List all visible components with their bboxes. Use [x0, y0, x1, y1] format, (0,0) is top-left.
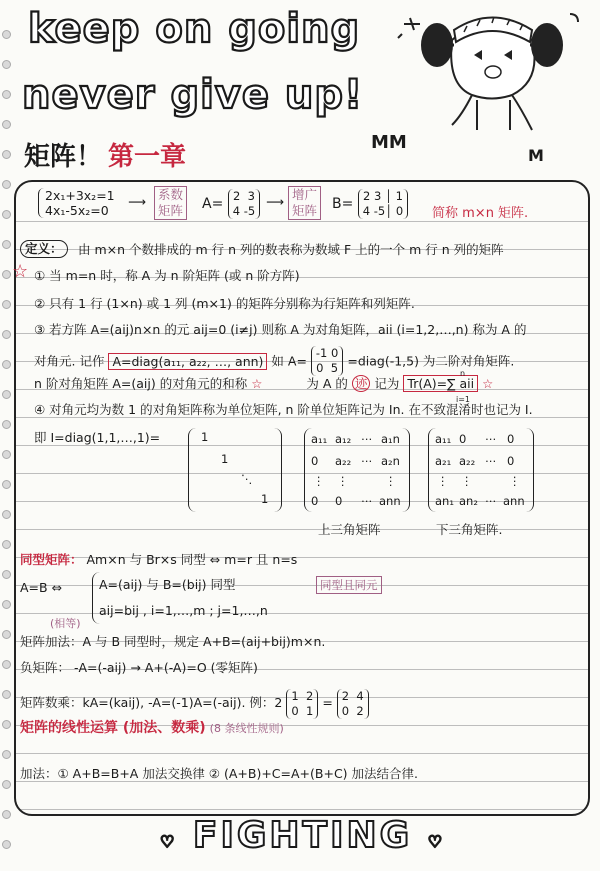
lower-entry: a₁₁ [435, 432, 452, 446]
upper-entry: ⋯ [361, 494, 373, 508]
upper-entry: a₂n [381, 454, 400, 468]
sum-upper: n [460, 369, 466, 378]
linear-ops-title: 矩阵的线性运算 (加法、数乘) [20, 720, 206, 736]
doodle-m: M [528, 146, 544, 165]
addition-laws: 加法：① A+B=B+A 加法交换律 ② (A+B)+C=A+(B+C) 加法结合律. [20, 766, 419, 781]
section-title [24, 136, 186, 173]
doodle-mm: MM [371, 132, 407, 153]
point-2: ② 只有 1 行 (1×n) 或 1 列 (m×1) 的矩阵分别称为行矩阵和列矩阵. [34, 296, 415, 311]
upper-entry: 0 [335, 494, 343, 508]
heart-icon: ♡ [160, 832, 178, 851]
ex-m22: 5 [330, 361, 339, 375]
equality-def: A=B ⇔ [20, 580, 63, 595]
footer-text: FIGHTING [192, 815, 413, 856]
lower-triangular-label: 下三角矩阵. [436, 522, 503, 537]
scalar-example-matrix [286, 689, 318, 719]
trace-formula-sum: ∑ aii [447, 376, 475, 391]
upper-entry: ⋯ [361, 432, 373, 446]
point-4a: ④ 对角元均为数 1 的对角矩阵称为单位矩阵, n 阶单位矩阵记为 In. 在不致混淆时也记为 I. [34, 402, 533, 417]
se-21: 0 [291, 703, 299, 718]
definition-tag: 定义： [20, 240, 68, 258]
upper-entry: 0 [311, 494, 319, 508]
a22: -5 [243, 204, 256, 218]
trace-denoted: 记为 [374, 376, 400, 391]
linear-ops-note: (8 条线性规则) [209, 722, 284, 735]
b23: 0 [395, 204, 404, 218]
scalar-multiplication [20, 686, 369, 720]
lower-triangular-matrix [428, 428, 534, 512]
point-1: ① 当 m=n 时，称 A 为 n 阶矩阵 (或 n 阶方阵) [34, 268, 300, 283]
point-3c [34, 376, 493, 392]
example-matrix [311, 346, 343, 376]
lower-entry: ⋯ [485, 494, 497, 508]
trace-formula-box [403, 375, 478, 392]
diag-example-result: =diag(-1,5) 为二阶对角矩阵. [347, 353, 515, 369]
se-12: 2 [306, 688, 314, 703]
matrix-A-label: A= [202, 196, 224, 212]
point-3a: ③ 若方阵 A=(aij)n×n 的元 aij=0 (i≠j) 则称 A 为对角矩阵，aii (i=1,2,…,n) 称为 A 的 [34, 322, 527, 337]
b22: -5 [373, 204, 386, 218]
identity-matrix [188, 428, 282, 512]
same-type-note: 同型且同元 [316, 576, 382, 594]
footer-banner [160, 815, 445, 856]
upper-entry: 0 [311, 454, 319, 468]
upper-entry: ⋯ [361, 454, 373, 468]
b21: 4 [362, 204, 371, 218]
arrow-1: ⟶ [128, 194, 146, 209]
lower-entry: ann [503, 494, 525, 508]
lower-entry: ⋮ [437, 474, 449, 488]
star-icon-2: ☆ [251, 376, 263, 391]
trace-for-A: 为 A 的 [306, 376, 348, 391]
upper-triangular-matrix [304, 428, 410, 512]
sr-12: 4 [356, 688, 364, 703]
matrix-B-label: B= [332, 196, 354, 212]
definition-text: 由 m×n 个数排成的 m 行 n 列的数表称为数域 F 上的一个 m 行 n 列的矩阵 [78, 242, 504, 257]
negative-matrix: 负矩阵： -A=(-aij) → A+(-A)=O (零矩阵) [20, 660, 258, 675]
sr-22: 2 [356, 703, 364, 718]
equality-condition-2: aij=bij , i=1,…,m ; j=1,…,n [99, 603, 268, 618]
heading-line-1: keep on going [28, 6, 361, 52]
section-title-red: 第一章 [108, 142, 187, 172]
equation-2: 4x₁-5x₂=0 [45, 203, 109, 218]
lower-entry: ⋮ [509, 474, 521, 488]
abbrev-note: 简称 m×n 矩阵. [432, 206, 529, 221]
scalar-result-matrix [337, 689, 369, 719]
augmented-label-1: 增广 [292, 187, 318, 202]
lower-entry: 0 [507, 432, 515, 446]
upper-entry: ⋮ [385, 474, 397, 488]
same-type-line [20, 552, 297, 568]
cartoon-character-icon [392, 0, 592, 140]
coefficient-label-2: 矩阵 [158, 203, 184, 218]
trace-def-text: n 阶对角矩阵 A=(aij) 的对角元的和称 [34, 376, 248, 391]
sr-11: 2 [341, 688, 350, 703]
matrix-A [202, 188, 260, 220]
equality-side-note: (相等) [50, 617, 81, 630]
lower-entry: an₁ [435, 494, 454, 508]
b11: 2 [363, 189, 371, 203]
ex-m11: -1 [315, 346, 328, 360]
upper-entry: a₂₂ [335, 454, 352, 468]
upper-entry: a₁n [381, 432, 400, 446]
a11: 2 [233, 189, 241, 203]
b13: 1 [395, 189, 403, 203]
augmented-label-2: 矩阵 [292, 203, 318, 218]
heart-icon: ♡ [427, 832, 446, 851]
matrix-B-body: 2 3 │ 1 4 -5│ 0 [358, 189, 408, 219]
ex-m21: 0 [316, 361, 324, 375]
star-icon-3: ☆ [482, 376, 494, 391]
coefficient-matrix-box [154, 186, 187, 220]
same-type-title: 同型矩阵： [20, 552, 83, 567]
scalar-multiplication-text: 矩阵数乘：kA=(kaij), -A=(-1)A=(-aij). 例：2 [20, 695, 283, 710]
notebook-paper [14, 180, 590, 816]
upper-entry: a₁₁ [311, 432, 328, 446]
sum-lower: i=1 [456, 395, 471, 404]
sr-21: 0 [341, 703, 350, 718]
matrix-A-body [228, 189, 260, 219]
se-22: 1 [306, 703, 314, 718]
equality-condition-1: A=(aij) 与 B=(bij) 同型 [99, 577, 236, 592]
a12: 3 [247, 189, 255, 203]
point-3b [34, 348, 514, 376]
ex-m12: 0 [331, 346, 339, 360]
identity-entry: 1 [261, 492, 269, 506]
lower-entry: 0 [459, 432, 467, 446]
coefficient-label-1: 系数 [158, 187, 184, 202]
upper-triangular-label: 上三角矩阵 [318, 522, 381, 537]
diag-notation-box: A=diag(a₁₁, a₂₂, …, ann) [108, 353, 267, 370]
linear-ops-line [20, 720, 284, 737]
matrix-addition: 矩阵加法：A 与 B 同型时，规定 A+B=(aij+bij)m×n. [20, 634, 326, 649]
heading-line-2: never give up! [22, 72, 364, 118]
example-label: 如 A= [271, 353, 307, 369]
trace-formula-left: Tr(A)= [407, 376, 448, 391]
equation-system [38, 188, 115, 218]
scalar-equals: = [322, 695, 333, 710]
point-4b: 即 I=diag(1,1,…,1)= [34, 430, 161, 445]
lower-entry: a₂₂ [459, 454, 476, 468]
same-type-text: Am×n 与 Br×s 同型 ⇔ m=r 且 n=s [86, 552, 298, 567]
b12: 3 [374, 189, 382, 203]
arrow-2: ⟶ [266, 194, 284, 209]
trace-circled: 迹 [352, 375, 371, 392]
se-11: 1 [291, 688, 299, 703]
lower-entry: ⋮ [461, 474, 473, 488]
lower-entry: 0 [507, 454, 515, 468]
section-title-black: 矩阵！ [24, 142, 103, 172]
a21: 4 [232, 204, 241, 218]
identity-entry: 1 [221, 452, 229, 466]
upper-entry: ⋮ [313, 474, 325, 488]
point-3b-label: 对角元. 记作 [34, 353, 105, 369]
lower-entry: an₂ [459, 494, 478, 508]
identity-entry: ⋱ [241, 472, 253, 486]
matrix-B [332, 188, 408, 220]
identity-entry: 1 [201, 430, 209, 444]
upper-entry: a₁₂ [335, 432, 352, 446]
lower-entry: ⋯ [485, 454, 497, 468]
lower-entry: ⋯ [485, 432, 497, 446]
upper-entry: ⋮ [337, 474, 349, 488]
equality-conditions [92, 572, 268, 624]
augmented-matrix-box [288, 186, 321, 220]
star-icon: ☆ [12, 261, 29, 282]
equation-1: 2x₁+3x₂=1 [45, 188, 115, 203]
lower-entry: a₂₁ [435, 454, 452, 468]
upper-entry: ann [379, 494, 401, 508]
